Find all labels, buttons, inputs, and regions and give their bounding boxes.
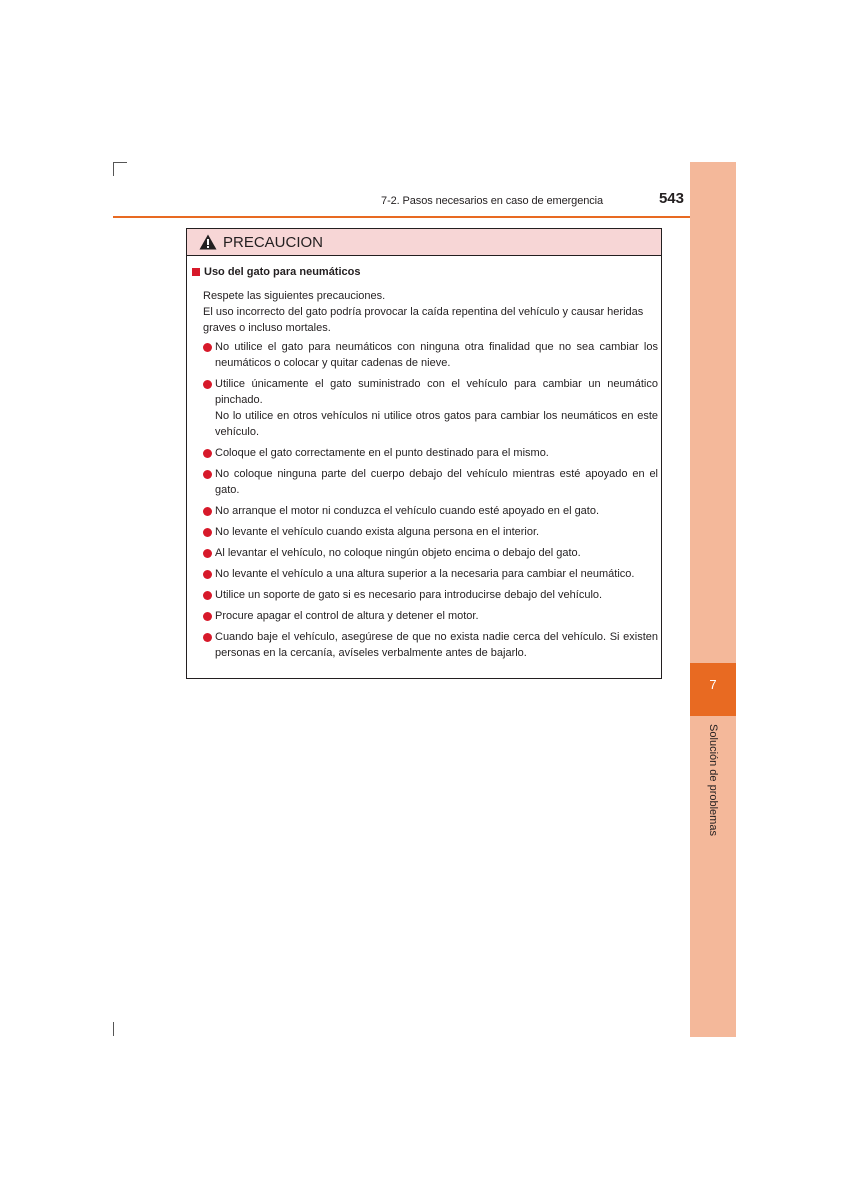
section-title: 7-2. Pasos necesarios en caso de emergencia (381, 195, 603, 207)
crop-mark (113, 1022, 114, 1036)
list-item: Utilice un soporte de gato si es necesario para introducirse debajo del vehículo. (203, 587, 658, 603)
list-item: No utilice el gato para neumáticos con ninguna otra finalidad que no sea cambiar los neumáticos o colocar y quitar cadenas de nieve. (203, 339, 658, 371)
bullet-dot-icon (203, 507, 212, 516)
bullet-dot-icon (203, 343, 212, 352)
red-square-icon (192, 268, 200, 276)
chapter-title: Solución de problemas (707, 724, 719, 836)
bullet-dot-icon (203, 570, 212, 579)
bullet-dot-icon (203, 612, 212, 621)
section-heading-text: Uso del gato para neumáticos (204, 266, 361, 278)
list-item: No coloque ninguna parte del cuerpo debajo del vehículo mientras esté apoyado en el gato. (203, 466, 658, 498)
list-item: Al levantar el vehículo, no coloque ningún objeto encima o debajo del gato. (203, 545, 658, 561)
bullet-dot-icon (203, 633, 212, 642)
crop-mark (113, 162, 114, 176)
chapter-tab (690, 663, 736, 716)
bullet-dot-icon (203, 528, 212, 537)
crop-mark (113, 162, 127, 163)
bullet-list (203, 339, 658, 666)
list-item: No levante el vehículo a una altura superior a la necesaria para cambiar el neumático. (203, 566, 658, 582)
caution-box (186, 228, 662, 679)
caution-title: PRECAUCION (223, 233, 324, 251)
chapter-number: 7 (709, 677, 717, 692)
list-item: Procure apagar el control de altura y detener el motor. (203, 608, 658, 624)
intro-text: Respete las siguientes precauciones. El uso incorrecto del gato podría provocar la caída repentina del vehículo y causar heridas graves o incluso mortales. (203, 290, 644, 334)
bullet-dot-icon (203, 449, 212, 458)
section-heading (192, 266, 360, 278)
bullet-dot-icon (203, 470, 212, 479)
list-item: Coloque el gato correctamente en el punto destinado para el mismo. (203, 445, 658, 461)
bullet-dot-icon (203, 549, 212, 558)
bullet-dot-icon (203, 380, 212, 389)
page-number: 543 (658, 190, 684, 207)
list-item: No arranque el motor ni conduzca el vehículo cuando esté apoyado en el gato. (203, 503, 658, 519)
list-item: Cuando baje el vehículo, asegúrese de que no exista nadie cerca del vehículo. Si existen personas en la cercanía, avíseles verbalmente antes de bajarlo. (203, 629, 658, 661)
header-rule (113, 216, 735, 218)
caution-header (187, 229, 661, 256)
list-item: Utilice únicamente el gato suministrado con el vehículo para cambiar un neumático pinchado. No lo utilice en otros vehículos ni utilice otros gatos para cambiar los neumáticos en este vehículo. (203, 376, 658, 440)
side-tab (690, 162, 736, 1037)
warning-triangle-icon (199, 234, 217, 250)
list-item: No levante el vehículo cuando exista alguna persona en el interior. (203, 524, 658, 540)
bullet-dot-icon (203, 591, 212, 600)
